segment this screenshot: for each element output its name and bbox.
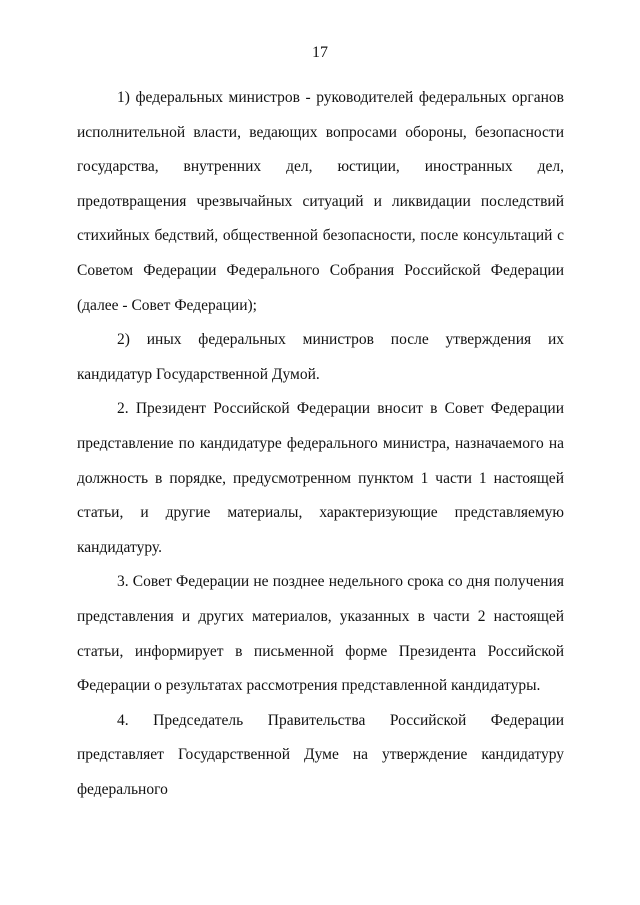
paragraph-item-2: 2) иных федеральных министров после утверждения их кандидатур Государственной Думой. [77, 331, 564, 383]
paragraph-item-1: 1) федеральных министров - руководителей федеральных органов исполнительной власти, ведающих вопросами обороны, безопасности государства, внутренних дел, юстиции, иностранных дел, предотвращения чрезвычайных ситуаций и ликвидации последствий стихийных бедствий, общественной безопасности, после консультаций с Советом Федерации Федерального Собрания Российской Федерации (далее - Совет Федерации); [77, 89, 564, 314]
paragraph-part-4: 4. Председатель Правительства Российской Федерации представляет Государственной Думе на утверждение кандидатуру федерального [77, 711, 564, 798]
document-body [77, 81, 564, 807]
paragraph-part-2: 2. Президент Российской Федерации вносит в Совет Федерации представление по кандидатуре федерального министра, назначаемого на должность в порядке, предусмотренном пунктом 1 части 1 настоящей статьи, и другие материалы, характеризующие представляемую кандидатуру. [77, 400, 564, 556]
page-number: 17 [312, 44, 328, 61]
paragraph-part-3: 3. Совет Федерации не позднее недельного срока со дня получения представления и других материалов, указанных в части 2 настоящей статьи, информирует в письменной форме Президента Российской Федерации о результатах рассмотрения представленной кандидатуры. [77, 573, 564, 695]
